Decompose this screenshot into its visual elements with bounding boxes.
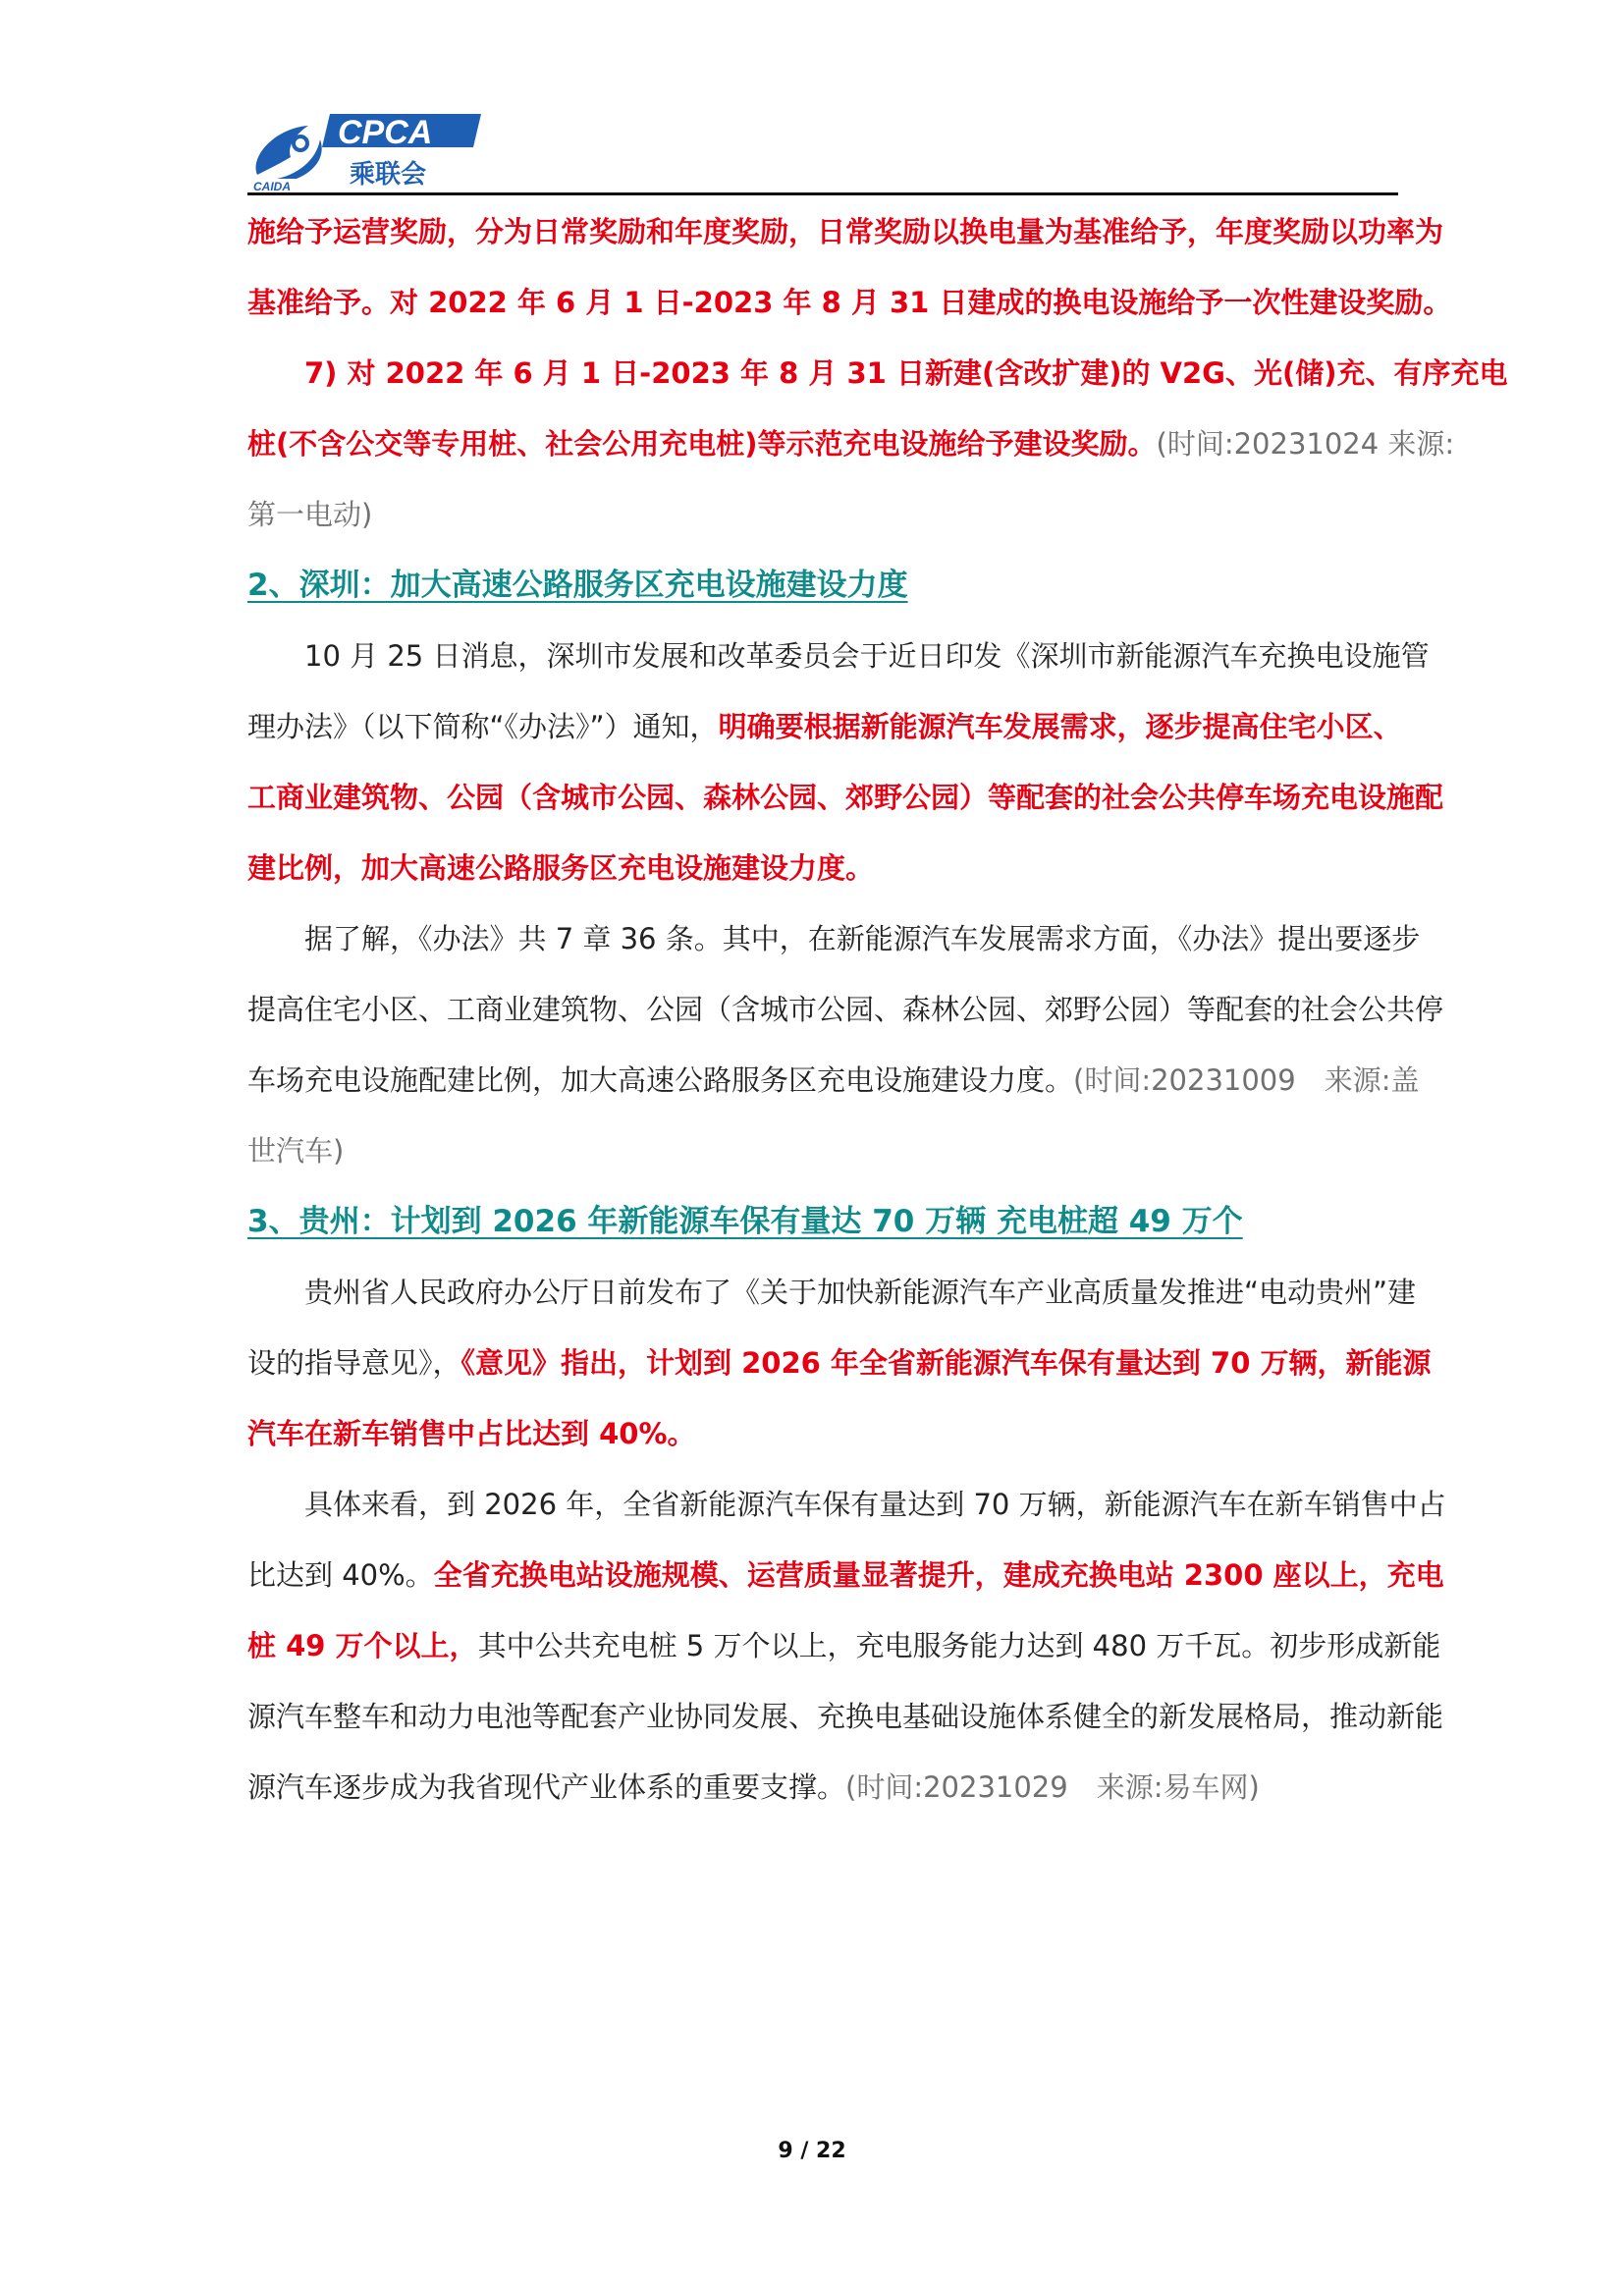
logo-small-text: CAIDA [253,180,291,192]
text-line [247,1752,1398,1823]
text-line: 贵州省人民政府办公厅日前发布了《关于加快新能源汽车产业高质量发推进“电动贵州”建 [304,1276,1417,1309]
page-number: 9 / 22 [778,2139,846,2163]
text-line: 具体来看，到 2026 年，全省新能源汽车保有量达到 70 万辆，新能源汽车在新车销售中占 [304,1488,1446,1521]
text-plain: 车场充电设施配建比例，加大高速公路服务区充电设施建设力度。 [247,1063,1074,1097]
source-note: (时间:20231024 来源: [1156,427,1455,461]
source-note: 第一电动) [247,498,373,531]
text-line: 7) 对 2022 年 6 月 1 日-2023 年 8 月 31 日新建(含改扩建)的 V2G、光(储)充、有序充电 [304,356,1508,390]
text-line: 源汽车整车和动力电池等配套产业协同发展、充换电基础设施体系健全的新发展格局，推动新能 [247,1700,1444,1733]
text-line [247,408,1455,479]
text-line [247,691,1402,762]
text-line: 提高住宅小区、工商业建筑物、公园（含城市公园、森林公园、郊野公园）等配套的社会公共停 [247,993,1444,1026]
text-line: 据了解，《办法》共 7 章 36 条。其中，在新能源汽车发展需求方面，《办法》提出要逐步 [304,922,1421,955]
section-heading-guizhou [247,1186,1398,1257]
page-content [247,196,1508,1823]
logo-sub-text: 乘联会 [350,160,427,190]
text-emphasis: 明确要根据新能源汽车发展需求，逐步提高住宅小区、 [718,710,1402,743]
text-line [247,1540,1444,1610]
section-heading-shenzhen [247,550,1398,621]
source-note: 世汽车) [247,1134,345,1168]
text-line [247,1610,1441,1681]
text-plain: 设的指导意见》， [247,1346,461,1380]
page-header [247,106,1398,196]
heading-text: 2、深圳：加大高速公路服务区充电设施建设力度 [247,568,908,603]
text-emphasis: 《意见》指出，计划到 2026 年全省新能源汽车保有量达到 70 万辆，新能源 [460,1346,1432,1380]
text-line: 施给予运营奖励，分为日常奖励和年度奖励，日常奖励以换电量为基准给予，年度奖励以功率为 [247,215,1444,248]
text-line: 基准给予。对 2022 年 6 月 1 日-2023 年 8 月 31 日建成的换电设施给予一次性建设奖励。 [247,286,1452,319]
header-rule [247,192,1398,195]
heading-text: 3、贵州：计划到 2026 年新能源车保有量达 70 万辆 充电桩超 49 万个 [247,1204,1243,1239]
source-note: (时间:20231029 来源:易车网) [845,1770,1260,1804]
text-plain: 比达到 40%。 [247,1558,434,1592]
text-line: 工商业建筑物、公园（含城市公园、森林公园、郊野公园）等配套的社会公共停车场充电设施配 [247,781,1444,814]
source-note: (时间:20231009 来源:盖 [1073,1063,1420,1097]
text-emphasis: 全省充换电站设施规模、运营质量显著提升，建成充换电站 2300 座以上，充电 [433,1558,1444,1592]
logo-text: CPCA [338,114,433,151]
cpca-logo [247,106,483,192]
text-emphasis: 桩(不含公交等专用桩、社会公用充电桩)等示范充电设施给予建设奖励。 [247,427,1157,461]
text-plain: 源汽车逐步成为我省现代产业体系的重要支撑。 [247,1770,846,1804]
text-line [247,1045,1420,1115]
text-line: 10 月 25 日消息，深圳市发展和改革委员会于近日印发《深圳市新能源汽车充换电设施管 [304,639,1430,673]
text-plain: 其中公共充电桩 5 万个以上，充电服务能力达到 480 万千瓦。初步形成新能 [477,1629,1441,1662]
text-line: 汽车在新车销售中占比达到 40%。 [247,1417,696,1450]
text-plain: 理办法》（以下简称“《办法》”）通知， [247,710,719,743]
text-line [247,1328,1432,1398]
text-line: 建比例，加大高速公路服务区充电设施建设力度。 [247,851,875,885]
text-emphasis: 桩 49 万个以上， [247,1629,478,1662]
